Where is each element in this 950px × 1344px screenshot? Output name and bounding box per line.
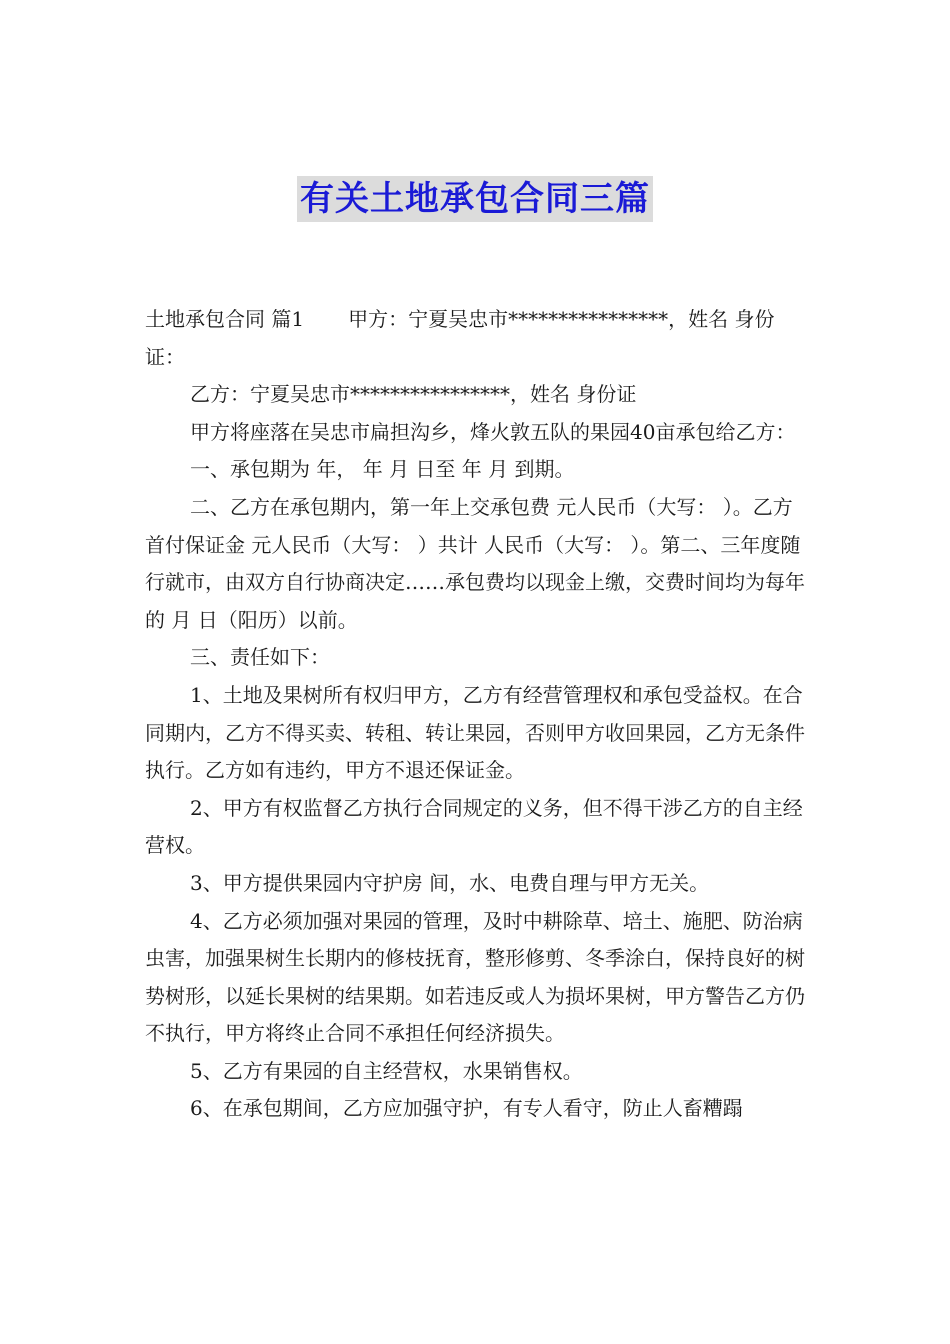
title-container [0, 176, 950, 222]
paragraph: 三、责任如下： [190, 645, 330, 670]
paragraph: 二、乙方在承包期内，第一年上交承包费 元人民币（大写： ）。乙方首付保证金 元人民币（大写： ）共计 人民币（大写： ）。第二、三年度随行就市，由双方自行协商决定……承包费均以现金上缴，交费时间均为每年的 月 日（阳历）以前。 [145, 494, 805, 632]
paragraph: 6、在承包期间，乙方应加强守护，有专人看守，防止人畜糟蹋 [190, 1096, 743, 1121]
document-title: 有关土地承包合同三篇 [297, 176, 653, 222]
paragraph: 乙方：宁夏吴忠市****************，姓名 身份证 [190, 382, 637, 407]
paragraph: 2、甲方有权监督乙方执行合同规定的义务，但不得干涉乙方的自主经营权。 [145, 795, 803, 858]
contract-heading: 土地承包合同 篇1 [145, 307, 305, 331]
paragraph: 1、土地及果树所有权归甲方，乙方有经营管理权和承包受益权。在合同期内，乙方不得买卖、转租、转让果园，否则甲方收回果园，乙方无条件执行。乙方如有违约，甲方不退还保证金。 [145, 682, 805, 783]
document-body [145, 301, 810, 1128]
party-a-line: 甲方：宁夏吴忠市****************，姓名 身份证： [145, 307, 775, 369]
intro-paragraph [145, 301, 810, 376]
paragraph: 3、甲方提供果园内守护房 间，水、电费自理与甲方无关。 [190, 870, 710, 895]
paragraph: 甲方将座落在吴忠市扁担沟乡，烽火敦五队的果园40亩承包给乙方： [190, 419, 796, 444]
paragraph: 一、承包期为 年， 年 月 日至 年 月 到期。 [190, 457, 575, 482]
paragraph: 5、乙方有果园的自主经营权，水果销售权。 [190, 1058, 583, 1083]
paragraph: 4、乙方必须加强对果园的管理，及时中耕除草、培土、施肥、防治病虫害，加强果树生长期内的修枝抚育，整形修剪、冬季涂白，保持良好的树势树形，以延长果树的结果期。如若违反或人为损坏果树，甲方警告乙方仍不执行，甲方将终止合同不承担任何经济损失。 [145, 908, 805, 1046]
